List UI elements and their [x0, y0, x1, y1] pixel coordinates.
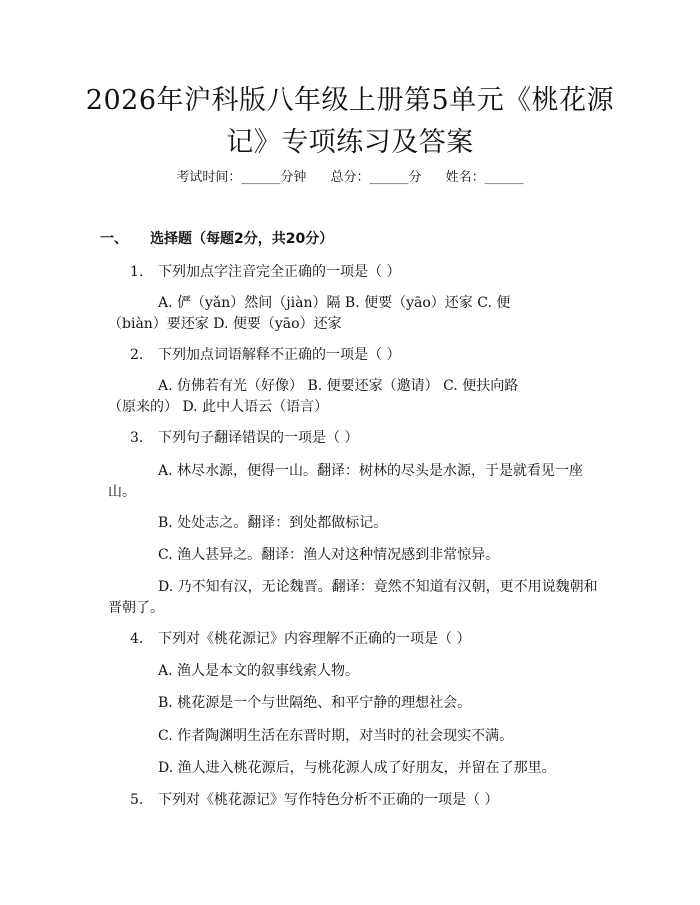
exam-time: 考试时间：______分钟 [176, 170, 307, 185]
document-title [0, 80, 700, 164]
q2-options-line-2: （原来的） D. 此中人语云（语言） [108, 399, 329, 415]
q4-option-b: B. 桃花源是一个与世隔绝、和平宁静的理想社会。 [158, 695, 472, 711]
question-1 [130, 262, 400, 282]
title-line-1: 2026年沪科版八年级上册第5单元《桃花源 [85, 85, 615, 116]
section-heading [100, 229, 333, 249]
exam-meta [0, 168, 700, 188]
question-number: 5. [130, 792, 144, 808]
q2-options-line-1: A. 仿佛若有光（好像） B. 便要还家（邀请） C. 便扶向路 [158, 378, 519, 394]
q4-option-c: C. 作者陶渊明生活在东晋时期，对当时的社会现实不满。 [158, 728, 514, 744]
question-text: 下列加点词语解释不正确的一项是（ ） [158, 347, 401, 363]
question-text: 下列句子翻译错误的一项是（ ） [158, 430, 359, 446]
question-text: 下列加点字注音完全正确的一项是（ ） [158, 264, 401, 280]
question-4 [130, 629, 470, 649]
section-label: 选择题（每题2分，共20分） [150, 231, 334, 247]
question-number: 4. [130, 631, 144, 647]
title-line-2: 记》专项练习及答案 [226, 127, 474, 158]
q1-options-line-2: （biàn）要还家 D. 便要（yāo）还家 [108, 316, 342, 332]
q3-option-a-line-1: A. 林尽水源，便得一山。翻译：树林的尽头是水源，于是就看见一座 [158, 463, 584, 479]
question-number: 3. [130, 430, 144, 446]
q4-option-d: D. 渔人进入桃花源后，与桃花源人成了好朋友，并留在了那里。 [158, 760, 556, 776]
q3-option-d-line-1: D. 乃不知有汉，无论魏晋。翻译：竟然不知道有汉朝，更不用说魏朝和 [158, 579, 598, 595]
q4-option-a: A. 渔人是本文的叙事线索人物。 [158, 663, 360, 679]
section-number: 一、 [100, 231, 128, 247]
question-5 [130, 790, 498, 810]
question-2 [130, 345, 400, 365]
q3-option-a-line-2: 山。 [108, 484, 136, 500]
q3-option-c: C. 渔人甚异之。翻译：渔人对这种情况感到非常惊异。 [158, 547, 500, 563]
q3-option-d-line-2: 晋朝了。 [108, 600, 164, 616]
exam-score: 总分：______分 [330, 170, 422, 185]
q1-options-line-1: A. 俨（yǎn）然间（jiàn）隔 B. 便要（yāo）还家 C. 便 [158, 295, 511, 311]
question-text: 下列对《桃花源记》内容理解不正确的一项是（ ） [158, 631, 471, 647]
question-text: 下列对《桃花源记》写作特色分析不正确的一项是（ ） [158, 792, 499, 808]
exam-name: 姓名：______ [445, 170, 524, 185]
q3-option-b: B. 处处志之。翻译：到处都做标记。 [158, 515, 388, 531]
question-3 [130, 428, 358, 448]
question-number: 2. [130, 347, 144, 363]
question-number: 1. [130, 264, 144, 280]
